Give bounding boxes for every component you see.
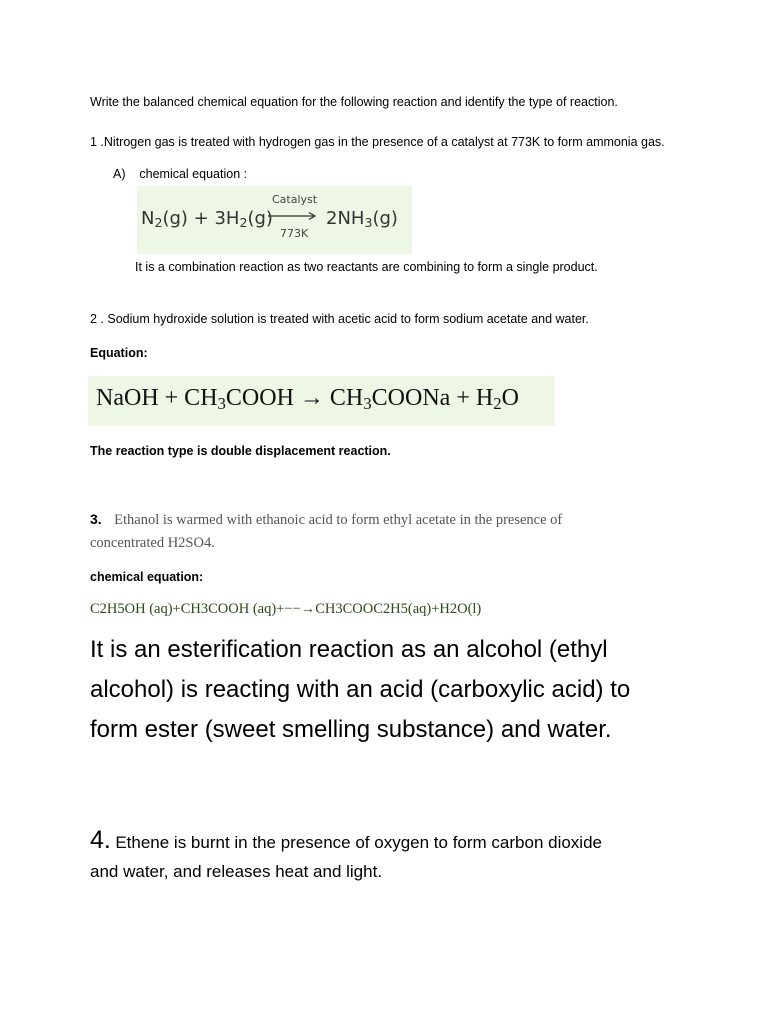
temperature-label: 773K (280, 227, 309, 240)
q2-equation: NaOH + $CH_3COOH$ → $CH_3COONa + H_2O$ (96, 385, 519, 414)
instruction-text: Write the balanced chemical equation for the following reaction and identify the type of reaction. (90, 95, 618, 109)
q2-answer: The reaction type is double displacement reaction. (90, 444, 391, 458)
q2-equation-image (88, 376, 555, 426)
q1-equation-products: $2NH_3(g)$ (326, 208, 398, 231)
q1-equation-label: A) chemical equation : (113, 167, 248, 181)
q3-answer-line3: form ester (sweet smelling substance) and water. (90, 716, 612, 743)
q2-equation-label: Equation: (90, 346, 148, 360)
q3-text-line1: Ethanol is warmed with ethanoic acid to form ethyl acetate in the presence of (114, 512, 563, 528)
question-2: 2 . Sodium hydroxide solution is treated with acetic acid to form sodium acetate and water. (90, 312, 589, 326)
question-4 (90, 826, 602, 855)
q3-equation: C2H5OH (aq)+CH3COOH (aq)+−−→CH3COOC2H5(aq)+H2O(l) (90, 601, 482, 617)
question-1: 1 .Nitrogen gas is treated with hydrogen gas in the presence of a catalyst at 773K to form ammonia gas. (90, 135, 665, 149)
q3-number: 3. (90, 511, 102, 527)
q4-text-line1: Ethene is burnt in the presence of oxygen to form carbon dioxide (115, 833, 602, 852)
q3-answer-line1: It is an esterification reaction as an alcohol (ethyl (90, 636, 608, 663)
q4-text-line2: and water, and releases heat and light. (90, 862, 383, 881)
question-3 (90, 511, 562, 529)
q1-equation-image (137, 186, 412, 254)
q3-equation-label: chemical equation: (90, 570, 204, 584)
catalyst-label: Catalyst (272, 193, 318, 206)
q1-equation-reactants: $N_2(g) + 3H_2(g)$ (141, 208, 273, 231)
q1-answer: It is a combination reaction as two reactants are combining to form a single product. (135, 260, 598, 274)
q4-number: 4. (90, 826, 111, 854)
q3-text-line2: concentrated H2SO4. (90, 535, 215, 551)
q3-answer-line2: alcohol) is reacting with an acid (carboxylic acid) to (90, 676, 631, 703)
reaction-arrow-icon (268, 211, 320, 221)
